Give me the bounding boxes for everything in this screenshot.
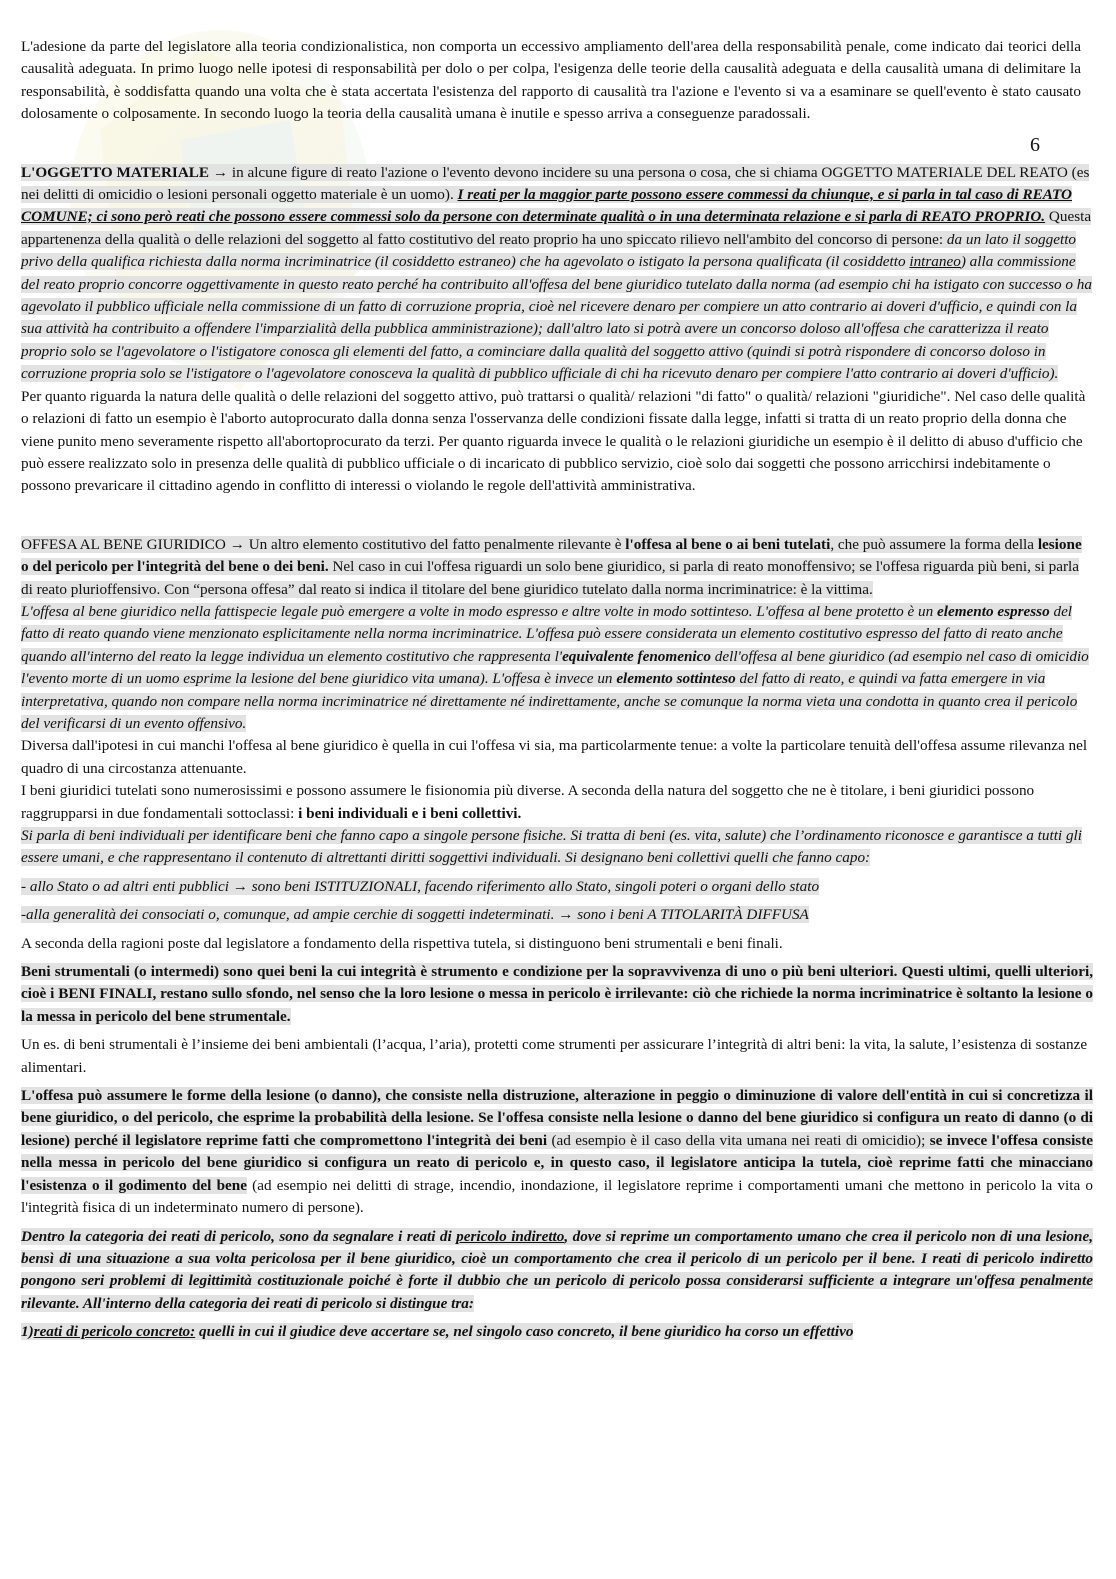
paragraph-pericolo-indiretto: Dentro la categoria dei reati di pericolo, sono da segnalare i reati di pericolo indiretto, dove si reprime un comportamento umano che crea il pericolo non di una lesione, bensì di una situazione a sua volta pericolosa per il bene giuridico, cioè un comportamento che crea il pericolo di un pericolo per il bene. I reati di pericolo indiretto pongono seri problemi di legittimità costituzionale poiché è forte il dubbio che un pericolo di pericolo possa considerarsi sufficiente a integrare un'offesa penalmente rilevante. All'interno della categoria dei reati di pericolo si distingue tra: [21, 1227, 1094, 1312]
paragraph-offesa-espressa: L'offesa al bene giuridico nella fattispecie legale può emergere a volte in modo espresso e altre volte in modo sottinteso. L'offesa al bene protetto è un elemento espresso del fatto di reato quando viene menzionato esplicitamente nella norma incriminatrice. L'offesa può essere considerata un elemento costitutivo espresso del fatto di reato anche quando all'interno del reato la legge individua un elemento costitutivo che rappresenta l'equivalente fenomenico dell'offesa al bene giuridico (ad esempio nel caso di omicidio l'evento morte di un uomo esprime la lesione del bene giuridico vita umana). L'offesa è invece un elemento sottinteso del fatto di reato, e quindi va fatta emergere in via interpretativa, quando non compare nella norma incriminatrice né direttamente né indirettamente, anche se comunque la norma vieta una condotta in quanto crea il pericolo del verificarsi di un evento offensivo. [21, 602, 1089, 732]
page-content [21, 36, 1093, 1344]
list-item-beni-diffusi: -alla generalità dei consociati o, comunque, ad ampie cerchie di soggetti indeterminati. → sono i beni A TITOLARITÀ DIFFUSA [21, 906, 809, 924]
paragraph-causalita: L'adesione da parte del legislatore alla teoria condizionalistica, non comporta un eccessivo ampliamento dell'area della responsabilità penale, come indicato dai teorici della causalità adeguata. In primo luogo nelle ipotesi di responsabilità per dolo o per colpa, l'esigenza delle teorie della causalità adeguata e della causalità umana di delimitare la responsabilità, è soddisfatta quando una volta che è stata accertata l'esistenza del rapporto di causalità tra l'azione e l'evento si va a esaminare se quell'evento è stato causato dolosamente o colposamente. In secondo luogo la teoria della causalità umana è inutile e spesso arriva a conseguenze paradossali. [21, 38, 1081, 123]
paragraph-offesa-tenue: Diversa dall'ipotesi in cui manchi l'offesa al bene giuridico è quella in cui l'offesa vi sia, ma particolarmente tenue: a volte la particolare tenuità dell'offesa assume rilevanza nel quadro di una circostanza attenuante. [21, 737, 1088, 777]
paragraph-beni-individuali: Si parla di beni individuali per identificare beni che fanno capo a singole persone fisiche. Si tratta di beni (es. vita, salute) che l’ordinamento riconosce e garantisce a tutti gli essere umani, e che rappresentano il contenuto di altrettanti diritti soggettivi individuali. Si designano beni collettivi quelli che fanno capo: [21, 827, 1082, 867]
list-item-pericolo-concreto: 1)reati di pericolo concreto: quelli in cui il giudice deve accertare se, nel singolo caso concreto, il bene giuridico ha corso un effettivo [21, 1323, 854, 1341]
paragraph-beni-strumentali: Beni strumentali (o intermedi) sono quei beni la cui integrità è strumento e condizione per la sopravvivenza di uno o più beni ulteriori. Questi ultimi, quelli ulteriori, cioè i BENI FINALI, restano sullo sfondo, nel senso che la loro lesione o messa in pericolo è irrilevante: ciò che richiede la norma incriminatrice è soltanto la lesione o la messa in pericolo del bene strumentale. [21, 963, 1093, 1025]
paragraph-beni-ambientali: Un es. di beni strumentali è l’insieme dei beni ambientali (l’acqua, l’aria), protetti come strumenti per assicurare l’integrità di altri beni: la vita, la salute, l’esistenza di sostanze alimentari. [21, 1036, 1088, 1076]
paragraph-lesione-pericolo: L'offesa può assumere le forme della lesione (o danno), che consiste nella distruzione, alterazione in peggio o diminuzione di valore dell'entità in cui si concretizza il bene giuridico, o del pericolo, che esprime la probabilità della lesione. Se l'offesa consiste nella lesione o danno del bene giuridico si configura un reato di danno (o di lesione) perché il legislatore reprime fatti che compromettono l'integrità dei beni (ad esempio è il caso della vita umana nei reati di omicidio); se invece l'offesa consiste nella messa in pericolo del bene giuridico si configura un reato di pericolo e, in questo caso, il legislatore anticipa la tutela, cioè reprime fatti che minacciano l'esistenza o il godimento del bene (ad esempio nei delitti di strage, incendio, inondazione, il legislatore reprime i comportamenti umani che mettono in pericolo la vita o l'integrità fisica di un indeterminato numero di persone). [21, 1087, 1094, 1217]
heading-offesa-bene-giuridico: OFFESA AL BENE GIURIDICO [21, 535, 226, 553]
list-item-beni-istituzionali: - allo Stato o ad altri enti pubblici → sono beni ISTITUZIONALI, facendo riferimento allo Stato, singoli poteri o organi dello stato [21, 877, 820, 895]
paragraph-beni-tutelati: I beni giuridici tutelati sono numerosissimi e possono assumere le fisionomia più diverse. A seconda della natura del soggetto che ne è titolare, i beni giuridici possono raggrupparsi in due fondamentali sottoclassi: i beni individuali e i beni collettivi. [21, 782, 1035, 822]
page-number: 6 [1030, 134, 1040, 156]
paragraph-oggetto-materiale: L'OGGETTO MATERIALE → in alcune figure di reato l'azione o l'evento devono incidere su una persona o cosa, che si chiama OGGETTO MATERIALE DEL REATO (es nei delitti di omicidio o lesioni personali oggetto materiale è un uomo). I reati per la maggior parte possono essere commessi da chiunque, e si parla in tal caso di REATO COMUNE; ci sono però reati che possono essere commessi solo da persone con determinate qualità o in una determinata relazione e si parla di REATO PROPRIO. Questa appartenenza della qualità o delle relazioni del soggetto al fatto costitutivo del reato proprio ha uno spiccato rilievo nell'ambito del concorso di persone: da un lato il soggetto privo della qualifica richiesta dalla norma incriminatrice (il cosiddetto estraneo) che ha agevolato o istigato la persona qualificata (il cosiddetto intraneo) alla commissione del reato proprio concorre oggettivamente in questo reato perché ha contribuito all'offesa del bene giuridico tutelato dalla norma (ad esempio chi ha istigato con successo o ha agevolato il pubblico ufficiale nella commissione di un fatto di corruzione propria, cioè nel ricevere denaro per compiere un atto contrario ai doveri d'ufficio, e quindi con la sua attività ha contribuito a offendere l'imparzialità della pubblica amministrazione); dall'altro lato si potrà avere un concorso doloso all'offesa che caratterizza il reato proprio solo se l'agevolatore o l'istigatore conosca gli elementi del fatto, a cominciare dalla qualità del soggetto attivo (quindi si potrà rispondere di concorso doloso in corruzione propria solo se l'istigatore o l'agevolatore conosceva la qualità di pubblico ufficiale di chi ha ricevuto denaro per compiere l'atto contrario ai doveri d'ufficio). [21, 163, 1092, 383]
paragraph-qualita-relazioni: Per quanto riguarda la natura delle qualità o delle relazioni del soggetto attivo, può trattarsi o qualità/ relazioni "di fatto" o qualità/ relazioni "giuridiche". Nel caso delle qualità o relazioni di fatto un esempio è l'aborto autoprocurato dalla donna senza l'osservanza delle condizioni fissate dalla legge, infatti si tratta di un reato proprio della donna che viene punito meno severamente rispetto all'abortoprocurato da terzi. Per quanto riguarda invece le qualità o le relazioni giuridiche un esempio è il delitto di abuso d'ufficio che può essere realizzato solo in presenza delle qualità di pubblico ufficiale o di incaricato di pubblico servizio, cioè solo dai soggetti che possono arricchirsi indebitamente o possono prevaricare il cittadino agendo in conflitto di interessi o violando le regole dell'attività amministrativa. [21, 387, 1086, 495]
paragraph-beni-strumentali-finali: A seconda della ragioni poste dal legislatore a fondamento della rispettiva tutela, si distinguono beni strumentali e beni finali. [21, 934, 783, 952]
heading-oggetto-materiale: L'OGGETTO MATERIALE [21, 163, 210, 181]
paragraph-offesa-intro: OFFESA AL BENE GIURIDICO → Un altro elemento costitutivo del fatto penalmente rilevante è l'offesa al bene o ai beni tutelati, che può assumere la forma della lesione o del pericolo per l'integrità del bene o dei beni. Nel caso in cui l'offesa riguardi un solo bene giuridico, si parla di reato monoffensivo; se l'offesa riguarda più beni, si parla di reato plurioffensivo. Con “persona offesa” dal reato si indica il titolare del bene giuridico tutelato dalla norma incriminatrice: è la vittima. [21, 535, 1082, 598]
